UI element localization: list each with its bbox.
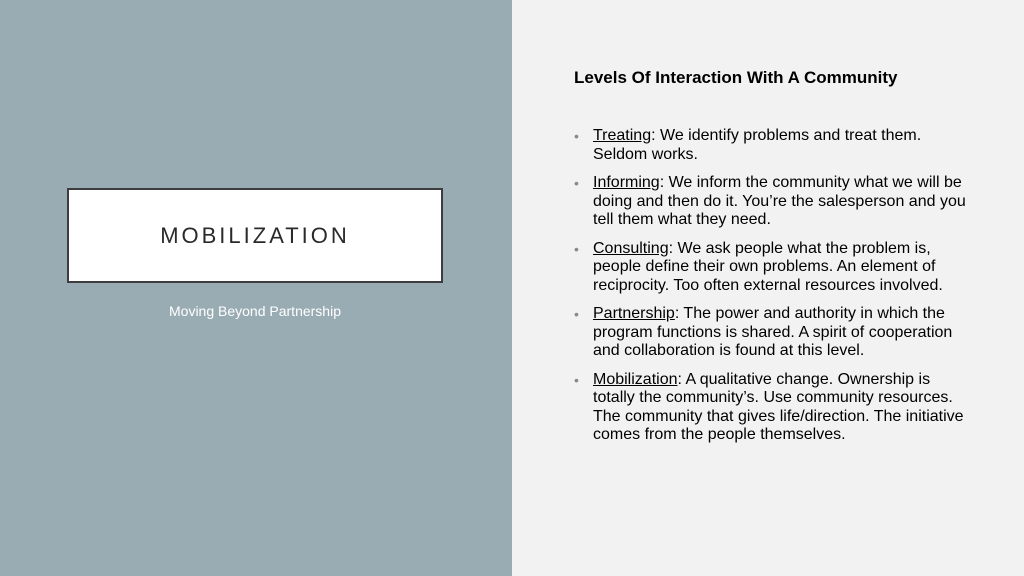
bullet-list bbox=[574, 127, 974, 455]
item-text: : We identify problems and treat them. Seldom works. bbox=[593, 127, 922, 163]
list-item bbox=[574, 127, 974, 164]
bullet-icon: • bbox=[574, 128, 579, 144]
bullet-icon: • bbox=[574, 371, 579, 388]
bullet-icon: • bbox=[574, 240, 579, 257]
list-item bbox=[574, 371, 974, 445]
list-item bbox=[574, 305, 974, 361]
content-heading: Levels Of Interaction With A Community bbox=[574, 68, 898, 87]
title-box bbox=[67, 188, 443, 283]
list-item bbox=[574, 174, 974, 230]
item-term: Treating bbox=[593, 127, 652, 144]
item-text: : We ask people what the problem is, people define their own problems. An element of reciprocity. Too often external resources involved. bbox=[593, 239, 943, 294]
item-text: : The power and authority in which the program functions is shared. A spirit of cooperation and collaboration is found at this level. bbox=[593, 305, 953, 359]
slide-subtitle: Moving Beyond Partnership bbox=[169, 303, 341, 319]
item-term: Partnership bbox=[593, 305, 675, 322]
item-term: Consulting bbox=[593, 239, 669, 257]
item-term: Mobilization bbox=[593, 370, 678, 388]
list-item bbox=[574, 240, 974, 296]
slide-title: MOBILIZATION bbox=[160, 222, 350, 248]
bullet-icon: • bbox=[574, 175, 579, 191]
item-text: : We inform the community what we will be doing and then do it. You’re the salesperson and you tell them what they need. bbox=[593, 174, 966, 228]
item-term: Informing bbox=[593, 174, 660, 191]
item-text: : A qualitative change. Ownership is totally the community’s. Use community resources. The community that gives life/direction. The initiative comes from the people themselves. bbox=[593, 370, 964, 443]
bullet-icon: • bbox=[574, 306, 579, 322]
